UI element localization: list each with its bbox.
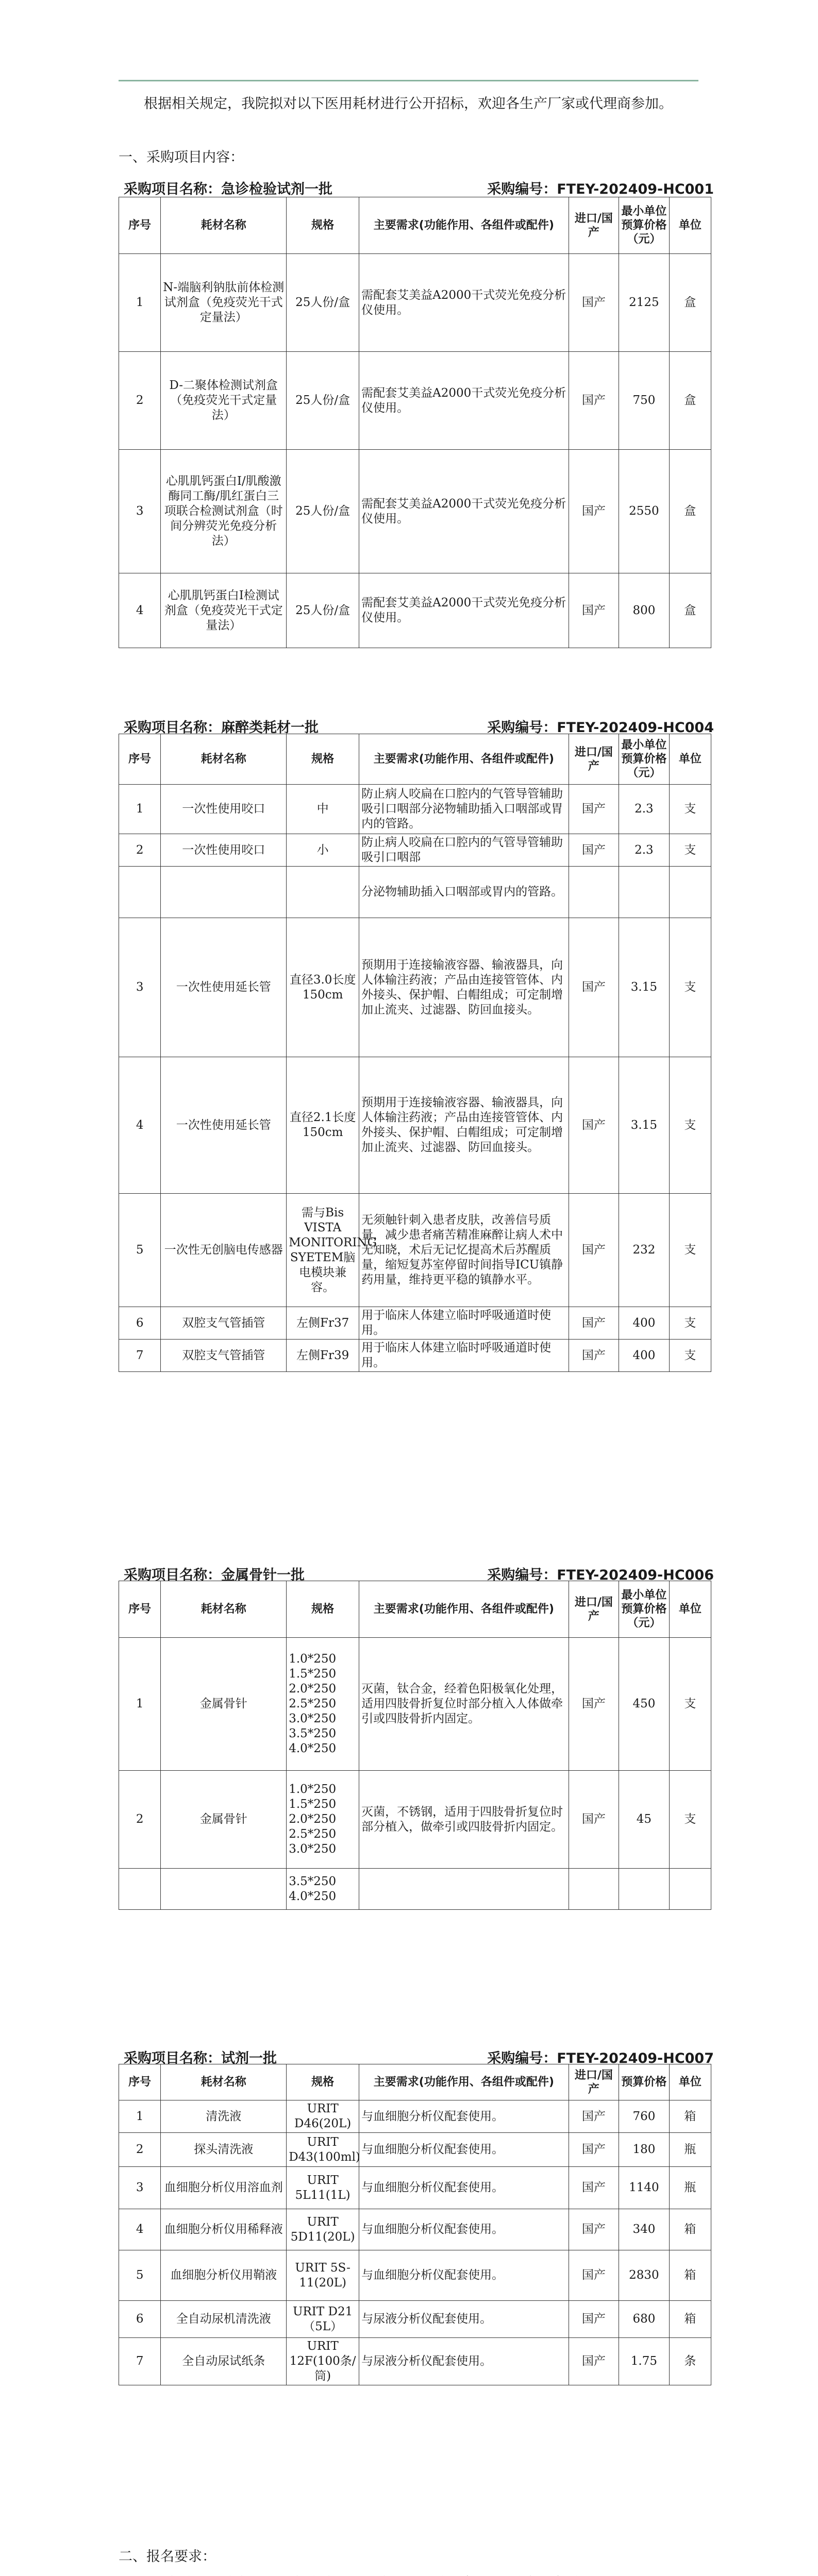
item-origin: 国产 bbox=[569, 785, 619, 834]
item-spec bbox=[287, 867, 359, 918]
item-spec bbox=[287, 1638, 359, 1771]
column-header: 规格 bbox=[287, 2064, 359, 2100]
item-unit: 支 bbox=[669, 785, 711, 834]
item-name: 血细胞分析仪用稀释液 bbox=[161, 2209, 287, 2250]
item-name: 一次性使用咬口 bbox=[161, 834, 287, 867]
column-header: 进口/国产 bbox=[569, 2064, 619, 2100]
requirement-1 bbox=[119, 2571, 706, 2576]
item-origin: 国产 bbox=[569, 1771, 619, 1869]
item-name: 清洗液 bbox=[161, 2100, 287, 2133]
item-origin: 国产 bbox=[569, 2209, 619, 2250]
item-name: 双腔支气管插管 bbox=[161, 1307, 287, 1340]
column-header: 最小单位预算价格（元） bbox=[619, 1581, 670, 1638]
item-requirement: 用于临床人体建立临时呼吸通道时使用。 bbox=[359, 1307, 569, 1340]
column-header: 进口/国产 bbox=[569, 734, 619, 785]
item-requirement: 防止病人咬扁在口腔内的气管导管辅助吸引口咽部 bbox=[359, 834, 569, 867]
column-header: 进口/国产 bbox=[569, 1581, 619, 1638]
row-number: 4 bbox=[119, 573, 161, 648]
item-origin: 国产 bbox=[569, 254, 619, 352]
section-1-heading: 一、采购项目内容： bbox=[119, 149, 244, 165]
item-name: N-端脑利钠肽前体检测试剂盒（免疫荧光干式定量法） bbox=[161, 254, 287, 352]
item-price: 400 bbox=[619, 1340, 670, 1372]
table-header-row bbox=[119, 197, 711, 254]
row-number: 3 bbox=[119, 2167, 161, 2209]
table-row bbox=[119, 918, 711, 1057]
column-header: 单位 bbox=[669, 1581, 711, 1638]
spec-line: 4.0*250 bbox=[289, 1742, 337, 1755]
item-origin: 国产 bbox=[569, 2250, 619, 2301]
table-row bbox=[119, 867, 711, 918]
item-unit: 盒 bbox=[669, 450, 711, 573]
row-number: 4 bbox=[119, 1057, 161, 1194]
table-row bbox=[119, 1307, 711, 1340]
item-spec: 直径3.0长度150cm bbox=[287, 918, 359, 1057]
item-name bbox=[161, 867, 287, 918]
row-number: 2 bbox=[119, 1771, 161, 1869]
item-origin: 国产 bbox=[569, 2301, 619, 2338]
table-row bbox=[119, 2100, 711, 2133]
column-header: 序号 bbox=[119, 734, 161, 785]
row-number: 3 bbox=[119, 918, 161, 1057]
item-unit: 支 bbox=[669, 1771, 711, 1869]
item-price: 1140 bbox=[619, 2167, 670, 2209]
project-4-table bbox=[119, 2064, 711, 2385]
item-name: 双腔支气管插管 bbox=[161, 1340, 287, 1372]
column-header: 规格 bbox=[287, 197, 359, 254]
item-price bbox=[619, 867, 670, 918]
item-spec bbox=[287, 1771, 359, 1869]
row-number: 1 bbox=[119, 1638, 161, 1771]
item-requirement: 与血细胞分析仪配套使用。 bbox=[359, 2100, 569, 2133]
column-header: 耗材名称 bbox=[161, 2064, 287, 2100]
item-spec: URIT D43(100ml) bbox=[287, 2133, 359, 2167]
project-2-name: 采购项目名称：麻醉类耗材一批 bbox=[124, 720, 319, 736]
project-1-number: 采购编号：FTEY-202409-HC001 bbox=[487, 181, 714, 197]
item-unit: 瓶 bbox=[669, 2133, 711, 2167]
row-number: 6 bbox=[119, 1307, 161, 1340]
item-origin: 国产 bbox=[569, 2100, 619, 2133]
item-origin bbox=[569, 867, 619, 918]
item-origin: 国产 bbox=[569, 2133, 619, 2167]
item-spec: 25人份/盒 bbox=[287, 254, 359, 352]
column-header: 单位 bbox=[669, 734, 711, 785]
item-name: D-二聚体检测试剂盒（免疫荧光干式定量法） bbox=[161, 352, 287, 450]
column-header: 最小单位预算价格（元） bbox=[619, 197, 670, 254]
item-spec: URIT 5S-11(20L) bbox=[287, 2250, 359, 2301]
table-row bbox=[119, 1869, 711, 1910]
spec-line: 1.0*250 bbox=[289, 1783, 337, 1796]
item-name: 金属骨针 bbox=[161, 1771, 287, 1869]
item-origin: 国产 bbox=[569, 573, 619, 648]
table-row bbox=[119, 1340, 711, 1372]
item-requirement: 防止病人咬扁在口腔内的气管导管辅助吸引口咽部分泌物辅助插入口咽部或胃内的管路。 bbox=[359, 785, 569, 834]
column-header: 规格 bbox=[287, 734, 359, 785]
table-row bbox=[119, 1638, 711, 1771]
item-requirement: 用于临床人体建立临时呼吸通道时使用。 bbox=[359, 1340, 569, 1372]
item-name: 一次性使用延长管 bbox=[161, 918, 287, 1057]
item-price: 3.15 bbox=[619, 1057, 670, 1194]
item-unit: 支 bbox=[669, 918, 711, 1057]
item-unit: 支 bbox=[669, 1057, 711, 1194]
row-number: 1 bbox=[119, 2100, 161, 2133]
item-price: 450 bbox=[619, 1638, 670, 1771]
item-requirement: 需配套艾美益A2000干式荧光免疫分析仪使用。 bbox=[359, 573, 569, 648]
item-requirement: 与血细胞分析仪配套使用。 bbox=[359, 2209, 569, 2250]
column-header: 序号 bbox=[119, 197, 161, 254]
table-row bbox=[119, 834, 711, 867]
table-row bbox=[119, 2133, 711, 2167]
item-requirement: 与血细胞分析仪配套使用。 bbox=[359, 2167, 569, 2209]
item-requirement: 灭菌，钛合金，经着色阳极氧化处理，适用四肢骨折复位时部分植入人体做牵引或四肢骨折内固定。 bbox=[359, 1638, 569, 1771]
spec-line: 3.0*250 bbox=[289, 1712, 337, 1725]
table-header-row bbox=[119, 2064, 711, 2100]
item-spec: 25人份/盒 bbox=[287, 450, 359, 573]
item-unit: 箱 bbox=[669, 2100, 711, 2133]
column-header: 预算价格 bbox=[619, 2064, 670, 2100]
item-price: 340 bbox=[619, 2209, 670, 2250]
item-unit: 盒 bbox=[669, 573, 711, 648]
item-requirement: 分泌物辅助插入口咽部或胃内的管路。 bbox=[359, 867, 569, 918]
spec-line: 1.5*250 bbox=[289, 1667, 337, 1681]
item-unit: 箱 bbox=[669, 2301, 711, 2338]
row-number: 2 bbox=[119, 2133, 161, 2167]
item-name: 探头清洗液 bbox=[161, 2133, 287, 2167]
item-origin: 国产 bbox=[569, 1638, 619, 1771]
item-name: 全自动尿试纸条 bbox=[161, 2338, 287, 2385]
item-unit bbox=[669, 1869, 711, 1910]
table-row bbox=[119, 2167, 711, 2209]
item-price: 2830 bbox=[619, 2250, 670, 2301]
item-spec: URIT 5D11(20L) bbox=[287, 2209, 359, 2250]
item-unit: 条 bbox=[669, 2338, 711, 2385]
item-origin: 国产 bbox=[569, 918, 619, 1057]
project-4-name: 采购项目名称：试剂一批 bbox=[124, 2050, 277, 2066]
item-price: 232 bbox=[619, 1194, 670, 1307]
spec-line: 2.5*250 bbox=[289, 1827, 337, 1841]
item-price: 2.3 bbox=[619, 785, 670, 834]
item-origin: 国产 bbox=[569, 1307, 619, 1340]
item-origin: 国产 bbox=[569, 1194, 619, 1307]
item-unit: 支 bbox=[669, 1194, 711, 1307]
column-header: 主要需求(功能作用、各组件或配件) bbox=[359, 2064, 569, 2100]
item-price: 760 bbox=[619, 2100, 670, 2133]
item-price: 750 bbox=[619, 352, 670, 450]
item-unit: 箱 bbox=[669, 2250, 711, 2301]
column-header: 主要需求(功能作用、各组件或配件) bbox=[359, 197, 569, 254]
item-price: 3.15 bbox=[619, 918, 670, 1057]
item-name bbox=[161, 1869, 287, 1910]
spec-line: 3.0*250 bbox=[289, 1842, 337, 1856]
table-row bbox=[119, 1771, 711, 1869]
row-number: 1 bbox=[119, 785, 161, 834]
item-requirement: 与血细胞分析仪配套使用。 bbox=[359, 2250, 569, 2301]
project-1-title bbox=[124, 178, 714, 198]
item-price: 1.75 bbox=[619, 2338, 670, 2385]
row-number: 2 bbox=[119, 834, 161, 867]
column-header: 主要需求(功能作用、各组件或配件) bbox=[359, 734, 569, 785]
table-header-row bbox=[119, 1581, 711, 1638]
table-row bbox=[119, 254, 711, 352]
project-4-number: 采购编号：FTEY-202409-HC007 bbox=[487, 2050, 714, 2066]
item-unit: 支 bbox=[669, 834, 711, 867]
item-spec: URIT D21（5L） bbox=[287, 2301, 359, 2338]
item-requirement: 需配套艾美益A2000干式荧光免疫分析仪使用。 bbox=[359, 254, 569, 352]
project-3-table bbox=[119, 1581, 711, 1910]
item-origin: 国产 bbox=[569, 2167, 619, 2209]
table-row bbox=[119, 785, 711, 834]
item-origin bbox=[569, 1869, 619, 1910]
table-row bbox=[119, 2338, 711, 2385]
item-origin: 国产 bbox=[569, 1340, 619, 1372]
item-name: 心肌肌钙蛋白I检测试剂盒（免疫荧光干式定量法） bbox=[161, 573, 287, 648]
table-row bbox=[119, 1194, 711, 1307]
column-header: 耗材名称 bbox=[161, 197, 287, 254]
item-spec: 左侧Fr37 bbox=[287, 1307, 359, 1340]
project-1-name: 采购项目名称：急诊检验试剂一批 bbox=[124, 181, 332, 197]
item-name: 血细胞分析仪用鞘液 bbox=[161, 2250, 287, 2301]
item-name: 金属骨针 bbox=[161, 1638, 287, 1771]
spec-line: 3.5*250 bbox=[289, 1727, 337, 1740]
section-2-heading: 二、报名要求： bbox=[119, 2549, 216, 2565]
item-price: 180 bbox=[619, 2133, 670, 2167]
table-row bbox=[119, 573, 711, 648]
item-requirement: 灭菌，不锈钢，适用于四肢骨折复位时部分植入，做牵引或四肢骨折内固定。 bbox=[359, 1771, 569, 1869]
column-header: 耗材名称 bbox=[161, 1581, 287, 1638]
project-2-table bbox=[119, 734, 711, 1372]
item-spec: 25人份/盒 bbox=[287, 573, 359, 648]
item-name: 一次性无创脑电传感器 bbox=[161, 1194, 287, 1307]
item-unit: 盒 bbox=[669, 352, 711, 450]
item-spec: 小 bbox=[287, 834, 359, 867]
item-spec: 中 bbox=[287, 785, 359, 834]
table-row bbox=[119, 2209, 711, 2250]
item-price: 800 bbox=[619, 573, 670, 648]
item-requirement: 需配套艾美益A2000干式荧光免疫分析仪使用。 bbox=[359, 352, 569, 450]
item-requirement bbox=[359, 1869, 569, 1910]
item-requirement: 预期用于连接输液容器、输液器具，向人体输注药液；产品由连接管管体、内外接头、保护帽、白帽组成；可定制增加止流夹、过滤器、防回血接头。 bbox=[359, 1057, 569, 1194]
row-number: 5 bbox=[119, 2250, 161, 2301]
row-number: 1 bbox=[119, 254, 161, 352]
item-name: 一次性使用咬口 bbox=[161, 785, 287, 834]
item-unit: 支 bbox=[669, 1340, 711, 1372]
item-unit: 盒 bbox=[669, 254, 711, 352]
spec-line: 1.5*250 bbox=[289, 1798, 337, 1811]
project-3-name: 采购项目名称：金属骨针一批 bbox=[124, 1567, 305, 1583]
item-unit bbox=[669, 867, 711, 918]
item-requirement: 与尿液分析仪配套使用。 bbox=[359, 2301, 569, 2338]
column-header: 最小单位预算价格（元） bbox=[619, 734, 670, 785]
item-origin: 国产 bbox=[569, 352, 619, 450]
column-header: 单位 bbox=[669, 2064, 711, 2100]
row-number: 5 bbox=[119, 1194, 161, 1307]
project-1-table bbox=[119, 197, 711, 648]
project-2-number: 采购编号：FTEY-202409-HC004 bbox=[487, 720, 714, 736]
row-number bbox=[119, 867, 161, 918]
intro-paragraph: 根据相关规定，我院拟对以下医用耗材进行公开招标，欢迎各生产厂家或代理商参加。 bbox=[144, 96, 673, 112]
spec-line: 2.0*250 bbox=[289, 1812, 337, 1826]
spec-line: 2.5*250 bbox=[289, 1697, 337, 1710]
row-number: 4 bbox=[119, 2209, 161, 2250]
item-spec: 左侧Fr39 bbox=[287, 1340, 359, 1372]
item-unit: 瓶 bbox=[669, 2167, 711, 2209]
table-row bbox=[119, 352, 711, 450]
item-requirement: 与血细胞分析仪配套使用。 bbox=[359, 2133, 569, 2167]
column-header: 规格 bbox=[287, 1581, 359, 1638]
item-spec bbox=[287, 1869, 359, 1910]
item-spec: URIT D46(20L) bbox=[287, 2100, 359, 2133]
item-name: 心肌肌钙蛋白I/肌酸激酶同工酶/肌红蛋白三项联合检测试剂盒（时间分辨荧光免疫分析法） bbox=[161, 450, 287, 573]
item-spec: URIT 5L11(1L) bbox=[287, 2167, 359, 2209]
item-origin: 国产 bbox=[569, 450, 619, 573]
spec-line: 1.0*250 bbox=[289, 1652, 337, 1666]
item-origin: 国产 bbox=[569, 834, 619, 867]
column-header: 耗材名称 bbox=[161, 734, 287, 785]
table-row bbox=[119, 1057, 711, 1194]
spec-line: 4.0*250 bbox=[289, 1889, 337, 1903]
row-number: 7 bbox=[119, 1340, 161, 1372]
item-requirement: 与尿液分析仪配套使用。 bbox=[359, 2338, 569, 2385]
item-requirement: 预期用于连接输液容器、输液器具，向人体输注药液；产品由连接管管体、内外接头、保护帽、白帽组成；可定制增加止流夹、过滤器、防回血接头。 bbox=[359, 918, 569, 1057]
item-unit: 支 bbox=[669, 1638, 711, 1771]
item-spec: 25人份/盒 bbox=[287, 352, 359, 450]
top-divider bbox=[119, 80, 698, 81]
item-unit: 箱 bbox=[669, 2209, 711, 2250]
column-header: 主要需求(功能作用、各组件或配件) bbox=[359, 1581, 569, 1638]
column-header: 进口/国产 bbox=[569, 197, 619, 254]
item-price: 2.3 bbox=[619, 834, 670, 867]
table-row bbox=[119, 2250, 711, 2301]
spec-line: 3.5*250 bbox=[289, 1874, 337, 1888]
table-row bbox=[119, 450, 711, 573]
spec-line: 2.0*250 bbox=[289, 1682, 337, 1696]
table-row bbox=[119, 2301, 711, 2338]
item-requirement: 无须触针刺入患者皮肤，改善信号质量，减少患者痛苦精准麻醉让病人术中无知晓，术后无记忆提高术后苏醒质量，缩短复苏室停留时间指导ICU镇静药用量，维持更平稳的镇静水平。 bbox=[359, 1194, 569, 1307]
item-requirement: 需配套艾美益A2000干式荧光免疫分析仪使用。 bbox=[359, 450, 569, 573]
row-number: 3 bbox=[119, 450, 161, 573]
row-number: 6 bbox=[119, 2301, 161, 2338]
row-number: 2 bbox=[119, 352, 161, 450]
item-spec: 需与Bis VISTA MONITORING SYETEM脑电模块兼容。 bbox=[287, 1194, 359, 1307]
row-number bbox=[119, 1869, 161, 1910]
item-spec: 直径2.1长度150cm bbox=[287, 1057, 359, 1194]
column-header: 单位 bbox=[669, 197, 711, 254]
item-price: 2125 bbox=[619, 254, 670, 352]
column-header: 序号 bbox=[119, 2064, 161, 2100]
project-3-number: 采购编号：FTEY-202409-HC006 bbox=[487, 1567, 714, 1583]
item-spec: URIT 12F(100条/筒) bbox=[287, 2338, 359, 2385]
item-price: 45 bbox=[619, 1771, 670, 1869]
item-origin: 国产 bbox=[569, 1057, 619, 1194]
item-name: 全自动尿机清洗液 bbox=[161, 2301, 287, 2338]
item-name: 一次性使用延长管 bbox=[161, 1057, 287, 1194]
item-name: 血细胞分析仪用溶血剂 bbox=[161, 2167, 287, 2209]
item-origin: 国产 bbox=[569, 2338, 619, 2385]
item-price: 400 bbox=[619, 1307, 670, 1340]
item-price: 2550 bbox=[619, 450, 670, 573]
item-price bbox=[619, 1869, 670, 1910]
item-price: 680 bbox=[619, 2301, 670, 2338]
column-header: 序号 bbox=[119, 1581, 161, 1638]
item-unit: 支 bbox=[669, 1307, 711, 1340]
table-header-row bbox=[119, 734, 711, 785]
row-number: 7 bbox=[119, 2338, 161, 2385]
